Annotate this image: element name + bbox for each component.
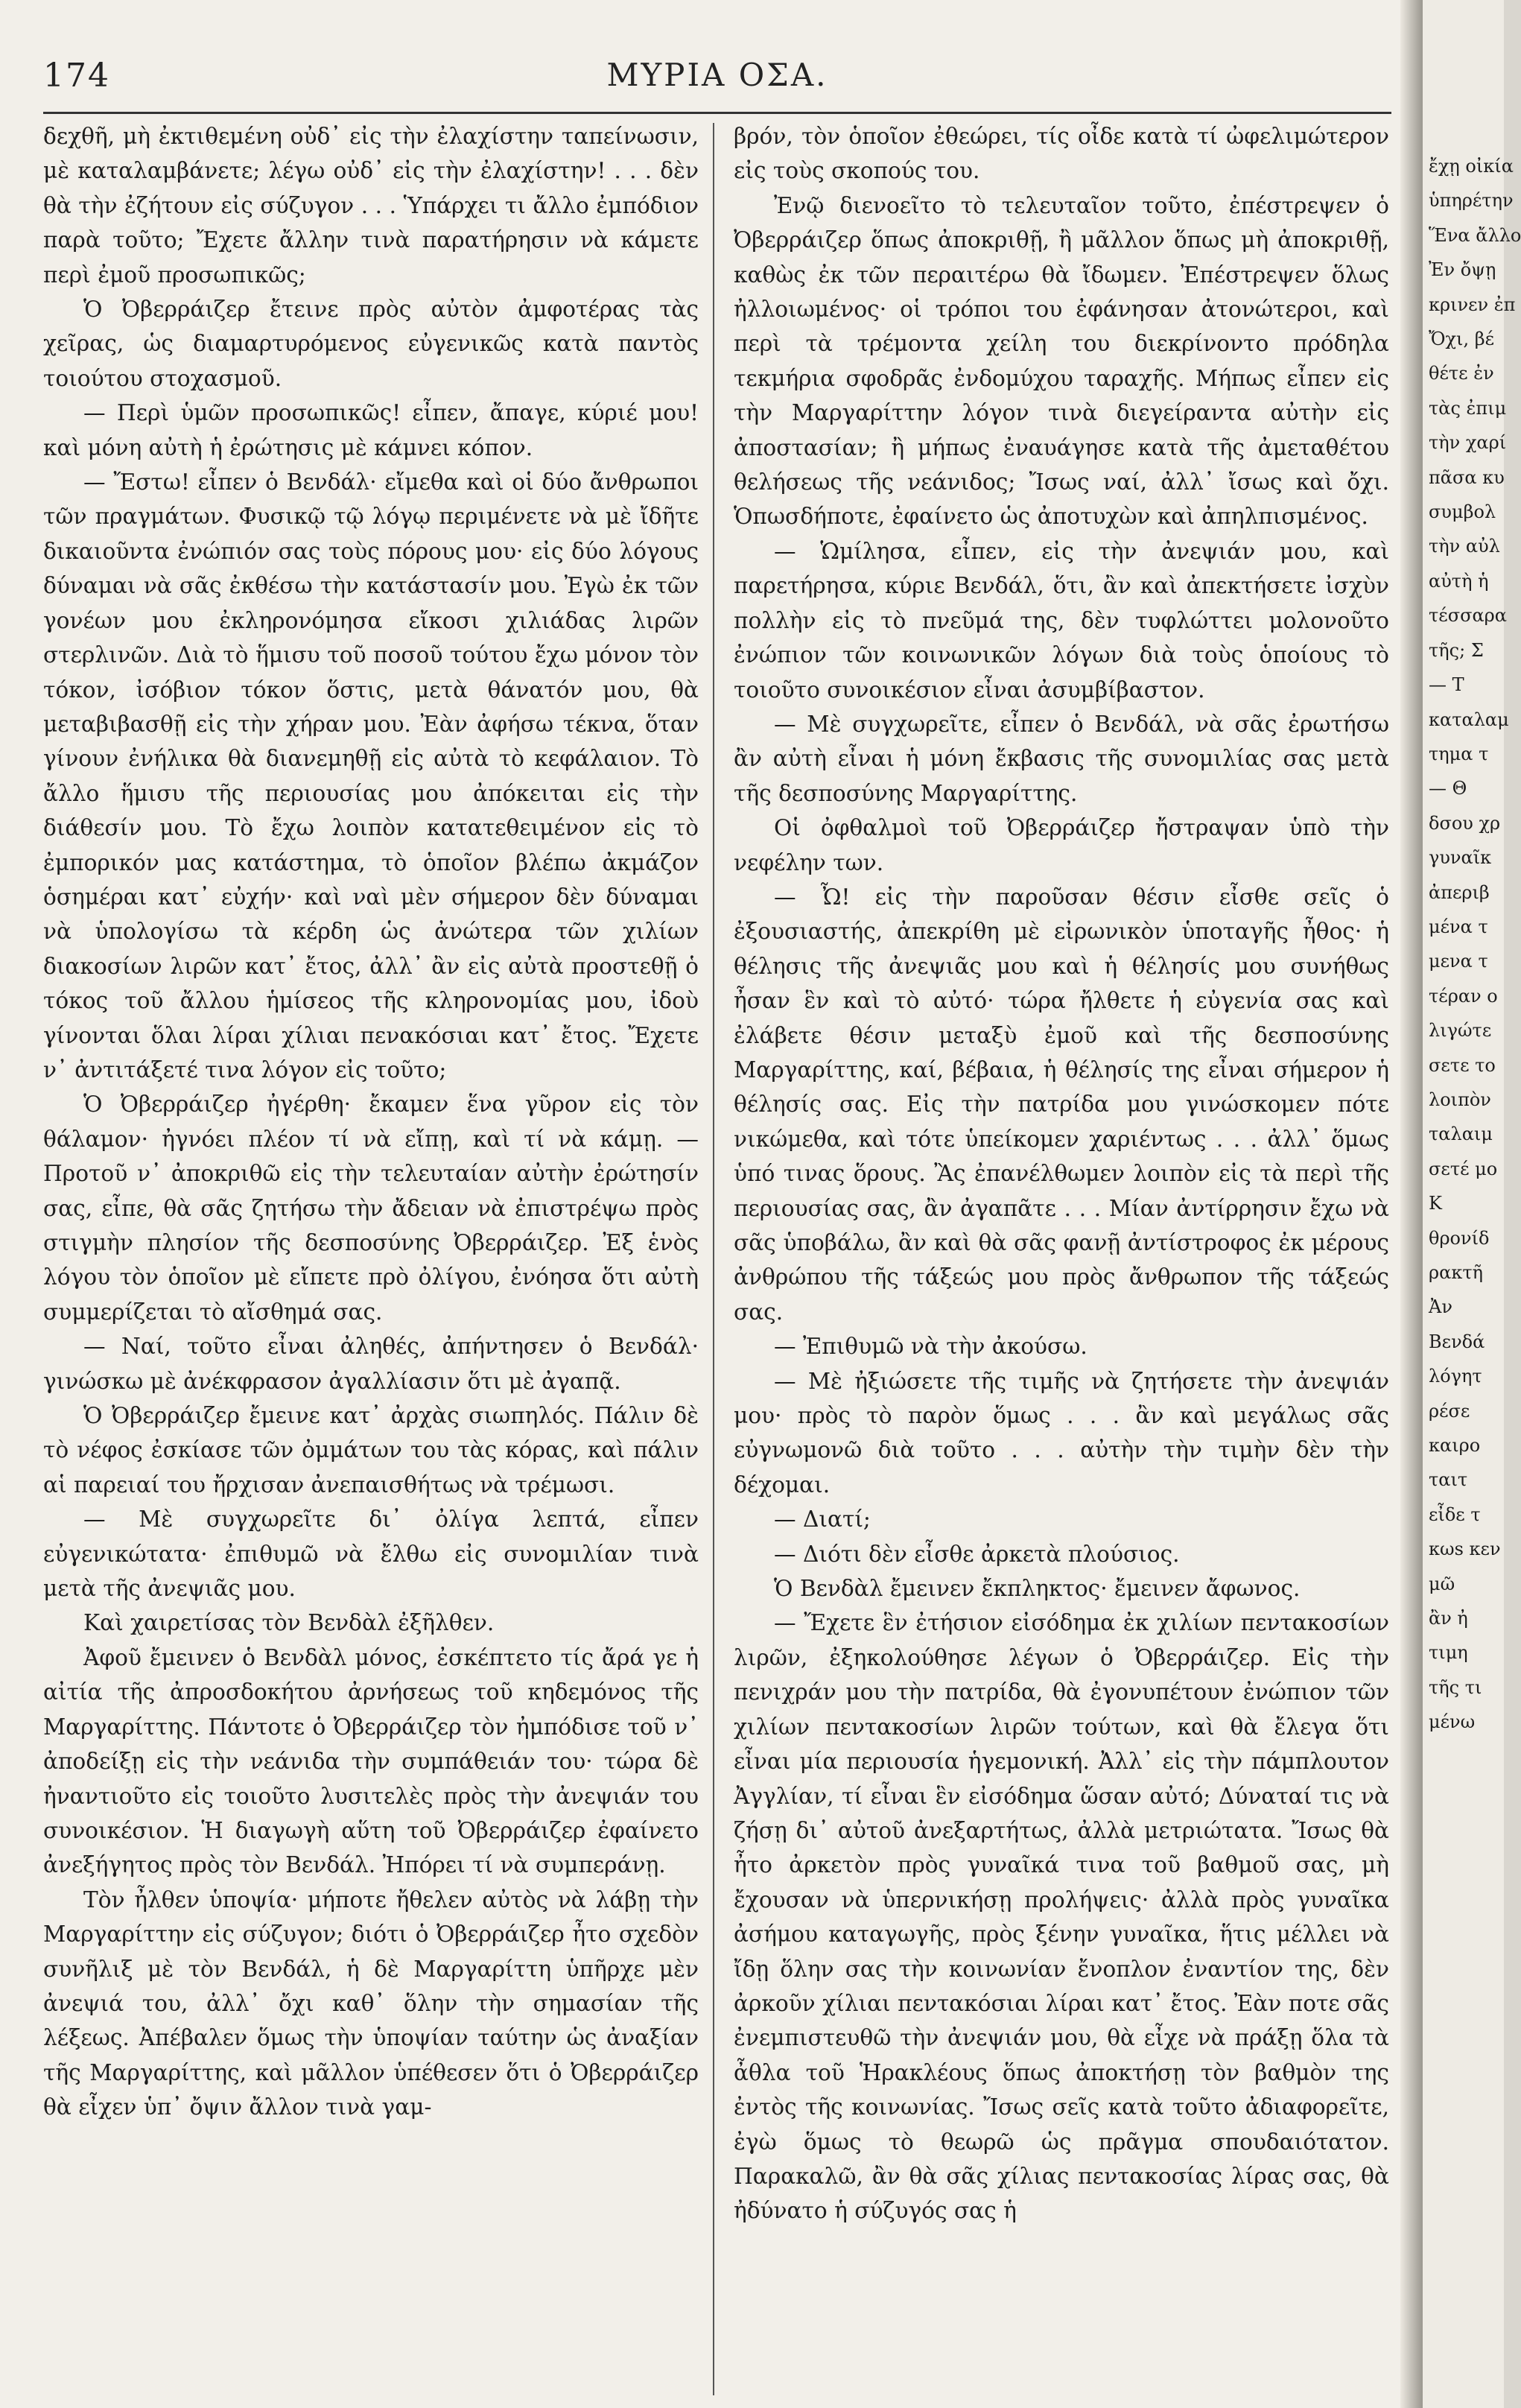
paragraph: Ὁ Βενδὰλ ἔμεινεν ἔκπληκτος· ἔμεινεν ἄφωνος. <box>774 1576 1301 1602</box>
adjacent-page-fragment: κρινεν ἐπ <box>1429 294 1516 315</box>
paragraph: Ὁ Ὀβερράιζερ ἠγέρθη· ἔκαμεν ἕνα γῦρον εἰς τὸν θάλαμον· ἠγνόει πλέον τί νὰ εἴπῃ, καὶ τί νὰ κάμῃ. — Προτοῦ ν᾿ ἀποκριθῶ εἰς τὴν τελευταίαν αὐτὴν ἐρώτησίν σας, εἶπε, θὰ σᾶς ζητήσω τὴν ἄδειαν νὰ ἐπιστρέψω πρὸς στιγμὴν πλησίον τῆς δεσποσύνης Ὀβερράιζερ. Ἐξ ἑνὸς λόγου τὸν ὁποῖον μὲ εἴπετε πρὸ ὀλίγου, ἐνόησα ὅτι αὐτὴ συμμερίζεται τὸ αἴσθημά σας. <box>43 1091 699 1325</box>
page-number: 174 <box>43 57 110 95</box>
adjacent-page-edge <box>1423 0 1521 2408</box>
adjacent-page-fragment: Ἕνα ἄλλο <box>1429 224 1521 246</box>
header-rule <box>43 112 1391 114</box>
paragraph: — Ἐπιθυμῶ νὰ τὴν ἀκούσω. <box>774 1334 1087 1360</box>
paragraph: Ὁ Ὀβερράιζερ ἔμεινε κατ᾿ ἀρχὰς σιωπηλός. Πάλιν δὲ τὸ νέφος ἐσκίασε τῶν ὀμμάτων του τὰς κόρας, καὶ πάλιν αἱ παρειαί του ἤρχισαν ἀνεπαισθήτως νὰ τρέμωσι. <box>43 1403 699 1498</box>
adjacent-page-fragment: Ἀν <box>1429 1296 1452 1318</box>
adjacent-page-fragment: εἶδε τ <box>1429 1504 1481 1525</box>
paragraph: δεχθῆ, μὴ ἐκτιθεμένη οὐδ᾿ εἰς τὴν ἐλαχίστην ταπείνωσιν, μὲ καταλαμβάνετε; λέγω οὐδ᾿ εἰς τὴν ἐλαχίστην! . . . δὲν θὰ τὴν ἐζήτουν εἰς σύζυγον . . . Ὑπάρχει τι ἄλλο ἐμπόδιον παρὰ τοῦτο; Ἔχετε ἄλλην τινὰ παρατήρησιν νὰ κάμετε περὶ ἐμοῦ προσωπικῶς; <box>43 124 699 288</box>
paragraph: βρόν, τὸν ὁποῖον ἐθεώρει, τίς οἶδε κατὰ τί ὠφελιμώτερον εἰς τοὺς σκοπούς του. <box>734 124 1389 184</box>
adjacent-page-text <box>1423 0 1521 1740</box>
paragraph: Ὁ Ὀβερράιζερ ἔτεινε πρὸς αὐτὸν ἀμφοτέρας τὰς χεῖρας, ὡς διαμαρτυρόμενος εὐγενικῶς κατὰ παντὸς τοιούτου στοχασμοῦ. <box>43 297 699 391</box>
adjacent-page-fragment: δσου χρ <box>1429 812 1501 834</box>
adjacent-page-fragment: ὑπηρέτην <box>1429 190 1514 212</box>
right-column <box>734 119 1389 2399</box>
adjacent-page-fragment: τημα τ <box>1429 743 1489 764</box>
adjacent-page-fragment: τὴν χαρί <box>1429 432 1507 454</box>
paragraph: — Ὦ! εἰς τὴν παροῦσαν θέσιν εἶσθε σεῖς ὁ ἐξουσιαστής, ἀπεκρίθη μὲ εἰρωνικὸν ὑποταγῆς ἦθος· ἡ θέλησις τῆς ἀνεψιᾶς μου καὶ ἡ θέλησίς μου συνήθως ἦσαν ἓν καὶ τὸ αὐτό· τώρα ἤλθετε ἡ εὐγενία σας καὶ ἐλάβετε θέσιν μεταξὺ ἐμοῦ καὶ τῆς δεσποσύνης Μαργαρίττης, καί, βέβαια, ἡ θέλησίς της εἶναι σήμερον ἡ θέλησίς σας. Εἰς τὴν πατρίδα μου γινώσκομεν πότε νικώμεθα, καὶ τότε ὑπείκομεν χαριέντως . . . ἀλλ᾿ ὅμως ὑπό τινας ὅρους. Ἂς ἐπανέλθωμεν λοιπὸν εἰς τὰ περὶ τῆς περιουσίας σας, ἂν ἀγαπᾶτε . . . Μίαν ἀντίρρησιν ἔχω νὰ σᾶς ὑποβάλω, ἂν καὶ θὰ σᾶς φανῇ ἀντίστροφος ἐκ μέρους ἀνθρώπου τῆς τάξεώς μου πρὸς ἄνθρωπον τῆς τάξεώς σας. <box>734 884 1389 1325</box>
adjacent-page-fragment: Ἐν ὄψῃ <box>1429 259 1496 281</box>
adjacent-page-fragment: ρακτῆ <box>1429 1262 1483 1283</box>
left-column <box>43 119 699 2399</box>
page-header <box>43 51 1391 103</box>
adjacent-page-fragment: τὴν αὐλ <box>1429 536 1500 557</box>
adjacent-page-fragment: αὐτὴ ἡ <box>1429 570 1489 592</box>
adjacent-page-fragment: τὰς ἐπιμ <box>1429 397 1507 419</box>
adjacent-page-fragment: τῆς; Σ <box>1429 639 1484 661</box>
paragraph: Ἀφοῦ ἔμεινεν ὁ Βενδὰλ μόνος, ἐσκέπτετο τίς ἄρά γε ἡ αἰτία τῆς ἀπροσδοκήτου ἀρνήσεως τοῦ κηδεμόνος τῆς Μαργαρίττης. Πάντοτε ὁ Ὀβερράιζερ τὸν ἠμπόδισε τοῦ ν᾿ ἀποδείξῃ εἰς τὴν νεάνιδα τὴν συμπάθειάν του· τώρα δὲ ἠναντιοῦτο εἰς τοιοῦτο λυσιτελὲς πρὸς τὴν ἀνεψιάν του συνοικέσιον. Ἡ διαγωγὴ αὕτη τοῦ Ὀβερράιζερ ἐφαίνετο ἀνεξήγητος πρὸς τὸν Βενδάλ. Ἠπόρει τί νὰ συμπεράνῃ. <box>43 1644 699 1878</box>
adjacent-page-fragment: σετέ μο <box>1429 1158 1498 1179</box>
adjacent-page-fragment: μῶ <box>1429 1573 1455 1594</box>
paragraph: — Μὲ ἠξιώσετε τῆς τιμῆς νὰ ζητήσετε τὴν ἀνεψιάν μου· πρὸς τὸ παρὸν ὅμως . . . ἂν καὶ μεγάλως σᾶς εὐγνωμονῶ διὰ τοῦτο . . . αὐτὴν τὴν τιμὴν δὲν τὴν δέχομαι. <box>734 1368 1389 1498</box>
adjacent-page-fragment: τέσσαρα <box>1429 605 1507 627</box>
adjacent-page-fragment: ἔχῃ οἰκία <box>1429 156 1514 177</box>
paragraph: Οἱ ὀφθαλμοὶ τοῦ Ὀβερράιζερ ἤστραψαν ὑπὸ τὴν νεφέλην των. <box>734 815 1389 875</box>
column-rule <box>713 123 714 2395</box>
adjacent-page-fragment: τέραν ο <box>1429 985 1498 1007</box>
adjacent-page-fragment: λοιπὸν <box>1429 1089 1491 1110</box>
adjacent-page-fragment: μένω <box>1429 1711 1476 1733</box>
paragraph: — Διατί; <box>774 1506 871 1533</box>
paragraph: — Περὶ ὑμῶν προσωπικῶς! εἶπεν, ἄπαγε, κύριέ μου! καὶ μόνη αὐτὴ ἡ ἐρώτησις μὲ κάμνει κόπον. <box>43 400 699 460</box>
paragraph: Ἐνῷ διενοεῖτο τὸ τελευταῖον τοῦτο, ἐπέστρεψεν ὁ Ὀβερράιζερ ὅπως ἀποκριθῇ, ἢ μᾶλλον ὅπως μὴ ἀποκριθῇ, καθὼς ἐκ τῶν περαιτέρω θὰ ἴδωμεν. Ἐπέστρεψεν ὅλως ἠλλοιωμένος· οἱ τρόποι του ἐφάνησαν ἀτονώτεροι, καὶ περὶ τὰ τρέμοντα χείλη του διεκρίνοντο πρόδηλα τεκμήρια σφοδρᾶς ἐνδομύχου ταραχῆς. Μήπως εἶπεν εἰς τὴν Μαργαρίττην λόγον τινὰ διεγείραντα αὐτὴν εἰς ἀποστασίαν; ἢ μήπως ἐναυάγησε κατὰ τῆς ἀμεταθέτου θελήσεως τῆς νεάνιδος; Ἴσως ναί, ἀλλ᾿ ἴσως καὶ ὄχι. Ὁπωσδήποτε, ἐφαίνετο ὡς ἀποτυχὼν καὶ ἀπηλπισμένος. <box>734 192 1389 530</box>
adjacent-page-fragment: σετε το <box>1429 1054 1496 1076</box>
adjacent-page-fragment: ρέσε <box>1429 1400 1470 1422</box>
paragraph: — Ἔστω! εἶπεν ὁ Βενδάλ· εἴμεθα καὶ οἱ δύο ἄνθρωποι τῶν πραγμάτων. Φυσικῷ τῷ λόγῳ περιμένετε νὰ μὲ ἴδῆτε δικαιοῦντα ἐνώπιόν σας τοὺς πόρους μου· εἰς δύο λόγους δύναμαι νὰ σᾶς ἐκθέσω τὴν κατάστασίν μου. Ἐγὼ ἐκ τῶν γονέων μου ἐκληρονόμησα εἴκοσι χιλιάδας λιρῶν στερλινῶν. Διὰ τὸ ἥμισυ τοῦ ποσοῦ τούτου ἔχω μόνον τὸν τόκον, ἰσόβιον τόκον ὅστις, μετὰ θάνατόν μου, θὰ μεταβιβασθῇ εἰς τὴν χήραν μου. Ἐὰν ἀφήσω τέκνα, ὅταν γίνουν ἐνήλικα θὰ διανεμηθῇ εἰς αὐτὰ τὸ κεφάλαιον. Τὸ ἄλλο ἥμισυ τῆς περιουσίας μου ἀπόκειται εἰς τὴν διάθεσίν μου. Τὸ ἔχω λοιπὸν κατατεθειμένον εἰς τὸ ἐμπορικόν μας κατάστημα, τὸ ὁποῖον βλέπω ἀκμάζον ὁσημέραι κατ᾿ εὐχήν· καὶ ναὶ μὲν σήμερον δὲν δύναμαι νὰ ὑπολογίσω τὰ κέρδη ὡς ἀνώτερα τῶν χιλίων διακοσίων λιρῶν κατ᾿ ἔτος, ἀλλ᾿ ἂν εἰς αὐτὰ προστεθῇ ὁ τόκος τοῦ ἄλλου ἡμίσεος τῆς κληρονομίας μου, ἰδοὺ γίνονται ὅλαι λίραι χίλιαι πενακόσιαι κατ᾿ ἔτος. Ἔχετε ν᾿ ἀντιτάξετέ τινα λόγον εἰς τοῦτο; <box>43 469 699 1083</box>
paragraph: Τὸν ἦλθεν ὑποψία· μήποτε ἤθελεν αὐτὸς νὰ λάβῃ τὴν Μαργαρίττην εἰς σύζυγον; διότι ὁ Ὀβερράιζερ ἦτο σχεδὸν συνῆλιξ μὲ τὸν Βενδάλ, ἡ δὲ Μαργαρίττη ὑπῆρχε μὲν ἀνεψιά του, ἀλλ᾿ ὄχι καθ᾿ ὅλην τὴν σημασίαν τῆς λέξεως. Ἀπέβαλεν ὅμως τὴν ὑποψίαν ταύτην ὡς ἀναξίαν τῆς Μαργαρίττης, καὶ μᾶλλον ὑπέθεσεν ὅτι ὁ Ὀβερράιζερ θὰ εἶχεν ὑπ᾿ ὄψιν ἄλλον τινὰ γαμ- <box>43 1886 699 2120</box>
adjacent-page-fragment: θέτε ἐν <box>1429 363 1494 384</box>
adjacent-page-fragment: γυναῖκ <box>1429 847 1492 869</box>
paragraph: — Διότι δὲν εἶσθε ἀρκετὰ πλούσιος. <box>774 1541 1180 1567</box>
adjacent-page-fragment: τιμη <box>1429 1642 1468 1664</box>
adjacent-page-fragment: — Θ <box>1429 778 1467 799</box>
paragraph: — Ὡμίλησα, εἶπεν, εἰς τὴν ἀνεψιάν μου, καὶ παρετήρησα, κύριε Βενδάλ, ὅτι, ἂν καὶ ἀπεκτήσετε ἰσχὺν πολλὴν εἰς τὸ πνεῦμά της, δὲν τυφλώττει μολονοῦτο ἐνώπιον τῶν κοινωνικῶν λόγων διὰ τοὺς ὁποίους τὸ τοιοῦτο συνοικέσιον εἶναι ἀσυμβίβαστον. <box>734 538 1389 703</box>
adjacent-page-fragment: λόγητ <box>1429 1366 1482 1387</box>
adjacent-page-fragment: πᾶσα κυ <box>1429 466 1505 488</box>
paragraph: — Μὲ συγχωρεῖτε, εἶπεν ὁ Βενδάλ, νὰ σᾶς ἐρωτήσω ἂν αὐτὴ εἶναι ἡ μόνη ἔκβασις τῆς συνομιλίας σας μετὰ τῆς δεσποσύνης Μαργαρίττης. <box>734 711 1389 806</box>
paragraph: — Μὲ συγχωρεῖτε δι᾿ ὀλίγα λεπτά, εἶπεν εὐγενικώτατα· ἐπιθυμῶ νὰ ἔλθω εἰς συνομιλίαν τινὰ μετὰ τῆς ἀνεψιᾶς μου. <box>43 1506 699 1602</box>
adjacent-page-fragment: καταλαμ <box>1429 709 1509 730</box>
adjacent-page-fragment: — Τ <box>1429 674 1464 696</box>
adjacent-page-fragment: ἂν ἠ <box>1429 1608 1468 1629</box>
adjacent-page-fragment: Ὄχι, βέ <box>1429 329 1495 350</box>
adjacent-page-fragment: κωs κεν <box>1429 1539 1501 1560</box>
adjacent-page-fragment: συμβολ <box>1429 501 1496 523</box>
adjacent-page-fragment: μένα τ <box>1429 916 1488 937</box>
paragraph: — Ναί, τοῦτο εἶναι ἀληθές, ἀπήντησεν ὁ Βενδάλ· γινώσκω μὲ ἀνέκφρασον ἀγαλλίασιν ὅτι μὲ ἀγαπᾷ. <box>43 1334 699 1394</box>
adjacent-page-fragment: μενα τ <box>1429 951 1488 972</box>
adjacent-page-fragment: ταλαιμ <box>1429 1124 1493 1145</box>
page-gutter-shadow <box>1400 0 1423 2408</box>
running-title: ΜΥΡΙΑ ΟΣΑ. <box>606 57 828 93</box>
paragraph: Καὶ χαιρετίσας τὸν Βενδὰλ ἐξῆλθεν. <box>83 1610 495 1636</box>
adjacent-page-fragment: Κ <box>1429 1193 1442 1214</box>
adjacent-page-fragment: Βενδά <box>1429 1331 1485 1352</box>
adjacent-page-fragment: θρονίδ <box>1429 1227 1490 1249</box>
paragraph: — Ἔχετε ἓν ἐτήσιον εἰσόδημα ἐκ χιλίων πεντακοσίων λιρῶν, ἐξηκολούθησε λέγων ὁ Ὀβερράιζερ. Εἰς τὴν πενιχράν μου τὴν πατρίδα, θὰ ἐγονυπέτουν ἐνώπιον τῶν χιλίων πεντακοσίων λιρῶν τούτων, καὶ θὰ ἔλεγα ὅτι εἶναι μία περιουσία ἡγεμονική. Ἀλλ᾿ εἰς τὴν πάμπλουτον Ἀγγλίαν, τί εἶναι ἓν εἰσόδημα ὥσαν αὐτό; Δύναταί τις νὰ ζήσῃ δι᾿ αὐτοῦ ἀνεξαρτήτως, ἀλλὰ μετριώτατα. Ἴσως θὰ ἦτο ἀρκετὸν πρὸς γυναῖκά τινα τοῦ βαθμοῦ σας, μὴ ἔχουσαν νὰ ὑπερνικήσῃ προλήψεις· ἀλλὰ πρὸς γυναῖκα ἀσήμου καταγωγῆς, πρὸς ξένην γυναῖκα, ἥτις μέλλει νὰ ἴδῃ ὅλην σας τὴν κοινωνίαν ἔνοπλον ἐναντίον της, δὲν ἀρκοῦν χίλιαι πεντακόσιαι λίραι κατ᾿ ἔτος. Ἐὰν ποτε σᾶς ἐνεμπιστευθῶ τὴν ἀνεψιάν μου, θὰ εἶχε νὰ πράξῃ ὅλα τὰ ἆθλα τοῦ Ἡρακλέους ὅπως ἀποκτήσῃ τὸν βαθμὸν της ἐντὸς τῆς κοινωνίας. Ἴσως σεῖς κατὰ τοῦτο ἀδιαφορεῖτε, ἐγὼ ὅμως τὸ θεωρῶ ὡς πρᾶγμα σπουδαιότατον. Παρακαλῶ, ἂν θὰ σᾶς χίλιας πεντακοσίας λίρας σας, θὰ ἠδύνατο ἡ σύζυγός σας ἡ <box>734 1610 1389 2224</box>
adjacent-page-fragment: καιρο <box>1429 1435 1481 1457</box>
adjacent-page-fragment: ἀπεριβ <box>1429 881 1490 903</box>
adjacent-page-fragment: ταιτ <box>1429 1469 1468 1491</box>
adjacent-page-fragment: τῆς τι <box>1429 1676 1482 1698</box>
adjacent-page-fragment: λιγώτε <box>1429 1020 1492 1042</box>
